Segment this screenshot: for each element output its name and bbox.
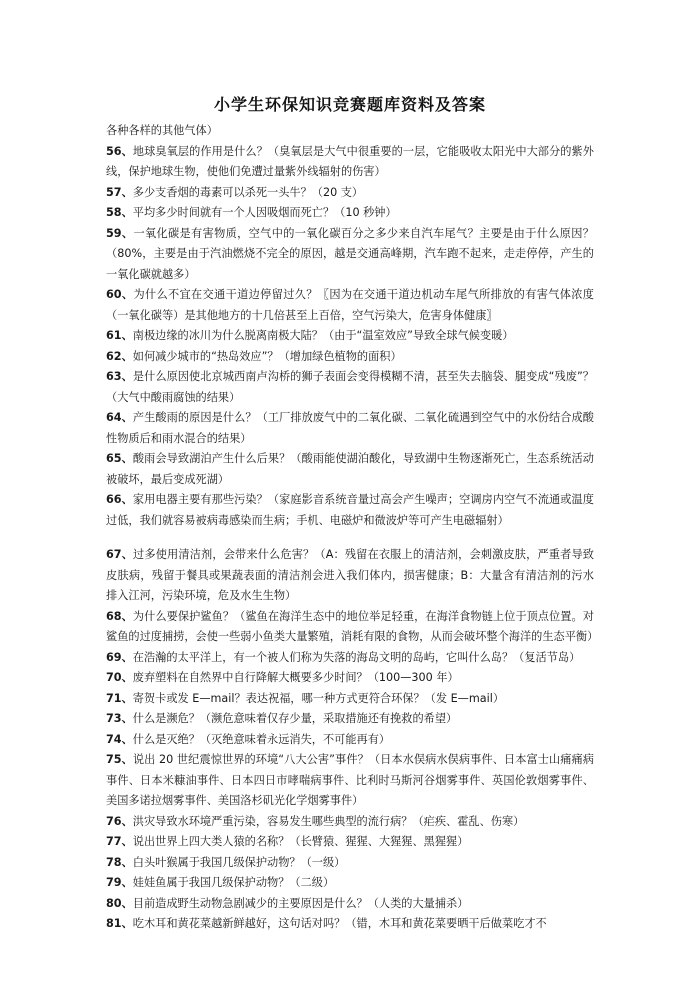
question-number: 76、 [106,814,133,828]
question-text: 寄贺卡或发 E—mail？表达祝福，哪一种方式更符合环保？（发 E—mail） [132,691,505,705]
question-number: 60、 [106,288,134,301]
question-item [106,224,594,286]
question-number: 78、 [106,855,133,869]
question-item [106,730,594,751]
question-number: 70、 [106,671,133,684]
question-number: 63、 [106,370,133,383]
question-text: 什么是灭绝？（灭绝意味着永远消失，不可能再有） [132,732,391,746]
question-number: 58、 [106,206,133,219]
question-list [106,121,599,935]
question-text: 洪灾导致水环境严重污染，容易发生哪些典型的流行病？（疟疾、霍乱、伤寒） [132,814,525,828]
question-item [106,668,594,689]
question-item [106,142,594,183]
question-text: 吃木耳和黄花菜越新鲜越好，这句话对吗？（错，木耳和黄花菜要晒干后做菜吃才不 [132,917,547,930]
question-item [106,347,594,368]
question-item [106,873,594,894]
question-number: 81、 [106,917,133,930]
question-text: 白头叶猴属于我国几级保护动物？（一级） [132,855,346,869]
question-number: 61、 [106,329,133,342]
question-number: 74、 [106,732,133,746]
question-number: 66、 [106,493,133,506]
question-text: 南极边缘的冰川为什么脱离南极大陆？（由于“温室效应”导致全球气候变暖） [132,329,514,342]
question-item [106,812,594,833]
question-text: 如何减少城市的“热岛效应”？（增加绿色植物的面积） [132,349,402,363]
question-item [106,914,594,935]
question-item [106,894,594,915]
question-number: 57、 [106,185,133,199]
question-item [106,408,594,449]
question-item [106,449,594,490]
question-item [106,326,594,347]
question-text: 说出世界上四大类人猿的名称？（长臂猿、猩猩、大猩猩、黑猩猩） [132,835,469,848]
question-item [106,183,594,204]
question-text: 地球臭氧层的作用是什么？（臭氧层是大气中很重要的一层，它能吸收太阳光中大部分的紫外线，保护地球生物，使他们免遭过量紫外线辐射的伤害） [106,144,594,178]
question-number: 68、 [106,609,133,623]
question-text: 废弃塑料在自然界中自行降解大概要多少时间？（100—300 年） [132,671,459,684]
question-item [106,832,594,853]
question-item [106,490,594,531]
question-number: 80、 [106,896,133,910]
question-item [106,121,594,142]
question-number: 64、 [106,411,133,424]
question-item [106,545,594,607]
question-number: 79、 [106,876,133,889]
question-number: 73、 [106,712,133,725]
question-text: 一氧化碳是有害物质，空气中的一氧化碳百分之多少来自汽车尾气？主要是由于什么原因？（80%，主要是由于汽油燃烧不完全的原因，越是交通高峰期，汽车跑不起来，走走停停，产生的一氧化碳就越多） [106,226,594,281]
question-number: 56、 [106,144,133,158]
question-text: 平均多少时间就有一个人因吸烟而死亡？（10 秒钟） [132,206,397,219]
question-text: 酸雨会导致湖泊产生什么后果？（酸雨能使湖泊酸化，导致湖中生物逐渐死亡，生态系统活动被破坏，最后变成死湖） [106,452,594,486]
question-text: 过多使用清洁剂，会带来什么危害？（A：残留在衣服上的清洁剂，会刺激皮肤，严重者导致皮肤病，残留于餐具或果蔬表面的清洁剂会进入我们体内，损害健康；B：大量含有清洁剂的污水排入江河，污染环境，危及水生生物） [106,548,594,602]
question-text: 说出 20 世纪震惊世界的环境“八大公害”事件？（日本水俣病水俣病事件、日本富士山痛痛病事件、日本米糠油事件、日本四日市哮喘病事件、比利时马斯河谷烟雾事件、英国伦敦烟雾事件、美国多诺拉烟雾事件、美国洛杉矶光化学烟雾事件） [106,753,594,807]
question-number: 67、 [106,548,134,561]
question-item [106,689,594,710]
question-item [106,648,594,669]
question-number: 77、 [106,835,133,848]
question-number: 71、 [106,691,133,705]
question-text: 产生酸雨的原因是什么？（工厂排放废气中的二氧化碳、二氧化硫遇到空气中的水份结合成酸性物质后和雨水混合的结果） [106,411,594,445]
document-title: 小学生环保知识竞赛题库资料及答案 [213,95,486,114]
question-item [106,285,594,326]
question-text: 为什么不宜在交通干道边停留过久？〖因为在交通干道边机动车尾气所排放的有害气体浓度（一氧化碳等）是其他地方的十几倍甚至上百倍，空气污染大，危害身体健康〗 [106,288,594,322]
question-item [106,853,594,874]
question-text: 多少支香烟的毒素可以杀死一头牛？（20 支） [132,185,364,199]
question-number: 59、 [106,226,134,240]
question-text: 在浩瀚的太平洋上，有一个被人们称为失落的海岛文明的岛屿，它叫什么岛？（复活节岛） [132,650,581,664]
question-item [106,709,594,730]
question-text: 什么是濒危？（濒危意味着仅存少量，采取措施还有挽救的希望） [132,712,458,725]
question-text: 是什么原因使北京城西南卢沟桥的狮子表面会变得模糊不清，甚至失去脑袋、腿变成“残废”？（大气中酸雨腐蚀的结果） [106,370,594,404]
question-item [106,367,594,408]
question-text: 家用电器主要有那些污染？（家庭影音系统音量过高会产生噪声；空调房内空气不流通或温度过低，我们就容易被病毒感染而生病；手机、电磁炉和微波炉等可产生电磁辐射） [106,493,594,527]
question-item [106,203,594,224]
question-item [106,750,594,812]
question-number: 65、 [106,452,133,465]
question-number: 69、 [106,650,133,664]
question-text: 目前造成野生动物急剧减少的主要原因是什么？（人类的大量捕杀） [132,896,469,910]
question-number: 75、 [106,753,133,766]
question-text: 各种各样的其他气体） [106,124,218,137]
question-item [106,607,599,648]
question-text: 为什么要保护鲨鱼？（鲨鱼在海洋生态中的地位举足轻重，在海洋食物链上位于顶点位置。对鲨鱼的过度捕捞，会使一些弱小鱼类大量繁殖，消耗有限的食物，从而会破坏整个海洋的生态平衡） [106,609,599,643]
question-number: 62、 [106,349,133,363]
question-text: 娃娃鱼属于我国几级保护动物？（二级） [132,876,335,889]
